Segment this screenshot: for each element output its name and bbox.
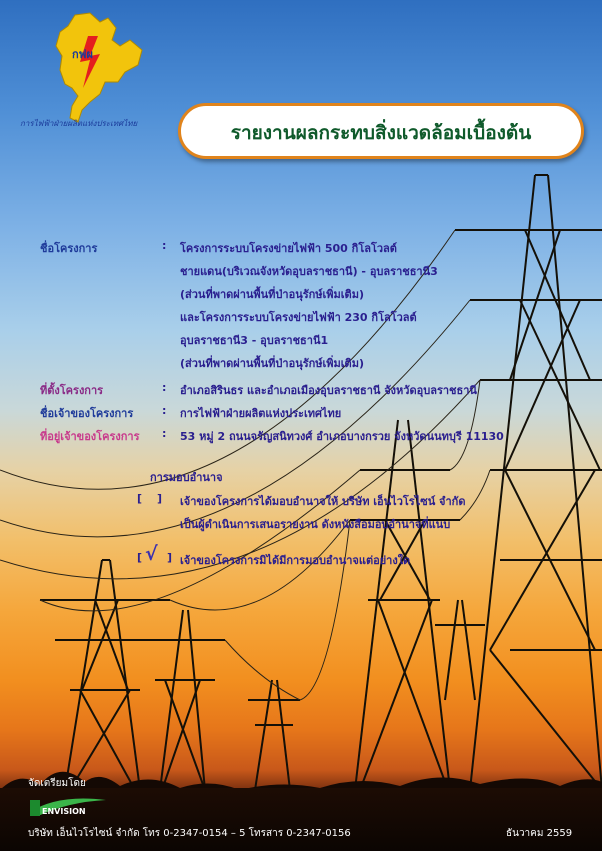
egat-logo [20,10,185,130]
project-line-3: (ส่วนที่พาดผ่านพื้นที่ป่าอนุรักษ์เพิ่มเติม) [180,288,364,301]
report-date: ธันวาคม 2559 [506,828,573,839]
option1-bracket-close: ] [157,492,163,505]
owner-address-label: ที่อยู่เจ้าของโครงการ [40,430,140,443]
project-line-5: อุบลราชธานี3 - อุบลราชธานี1 [180,334,329,347]
envision-logo-text: ENVISION [42,807,86,816]
option2-bracket-open: [ [137,551,143,564]
location-label: ที่ตั้งโครงการ [40,384,104,397]
prepared-by-label: จัดเตรียมโดย [28,778,86,789]
thailand-map-icon [56,13,142,122]
checkmark-icon: √ [145,543,158,565]
owner-label: ชื่อเจ้าของโครงการ [40,407,134,420]
report-title: รายงานผลกระทบสิ่งแวดล้อมเบื้องต้น [230,122,532,144]
project-line-4: และโครงการระบบโครงข่ายไฟฟ้า 230 กิโลโวลต์ [180,311,417,324]
option1-bracket-open: [ [137,492,143,505]
project-line-6: (ส่วนที่พาดผ่านพื้นที่ป่าอนุรักษ์เพิ่มเติม) [180,357,364,370]
project-colon: : [162,239,167,252]
envision-logo [28,792,108,822]
location-value: อำเภอสิรินธร และอำเภอเมืองอุบลราชธานี จังหวัดอุบลราชธานี [180,384,477,397]
location-colon: : [162,381,167,394]
option2-bracket-close: ] [167,551,173,564]
authorization-heading: การมอบอำนาจ [150,471,223,484]
owner-value: การไฟฟ้าฝ่ายผลิตแห่งประเทศไทย [180,407,342,420]
tower-center [248,680,300,790]
owner-colon: : [162,404,167,417]
project-line-1: โครงการระบบโครงข่ายไฟฟ้า 500 กิโลโวลต์ [180,242,397,255]
option2-text-line-1: เจ้าของโครงการมิได้มีการมอบอำนาจแต่อย่างใด [180,554,411,567]
owner-address-colon: : [162,427,167,440]
report-title-box [178,103,584,159]
option1-text-line-2: เป็นผู้ดำเนินการเสนอรายงาน ดังหนังสือมอบอำนาจที่แนบ [180,518,451,531]
tower-left [40,560,170,790]
company-contact-line: บริษัท เอ็นไวโรไซน์ จำกัด โทร 0-2347-0154 – 5 โทรสาร 0-2347-0156 [28,828,351,839]
option1-text-line-1: เจ้าของโครงการได้มอบอำนาจให้ บริษัท เอ็นไวโรไซน์ จำกัด [180,495,466,508]
project-label: ชื่อโครงการ [40,242,98,255]
tower-large-right [455,175,602,790]
egat-initials: กฟผ [72,48,93,61]
tower-middle-right [350,420,460,790]
owner-address-value: 53 หมู่ 2 ถนนจรัญสนิทวงศ์ อำเภอบางกรวย จังหวัดนนทบุรี 11130 [180,430,504,443]
tower-middle-left [145,610,225,790]
project-line-2: ชายแดน(บริเวณจังหวัดอุบลราชธานี) - อุบลราชธานี3 [180,265,438,278]
tower-far-right-small [435,600,485,700]
egat-name-arc: การไฟฟ้าฝ่ายผลิตแห่งประเทศไทย [20,119,138,128]
